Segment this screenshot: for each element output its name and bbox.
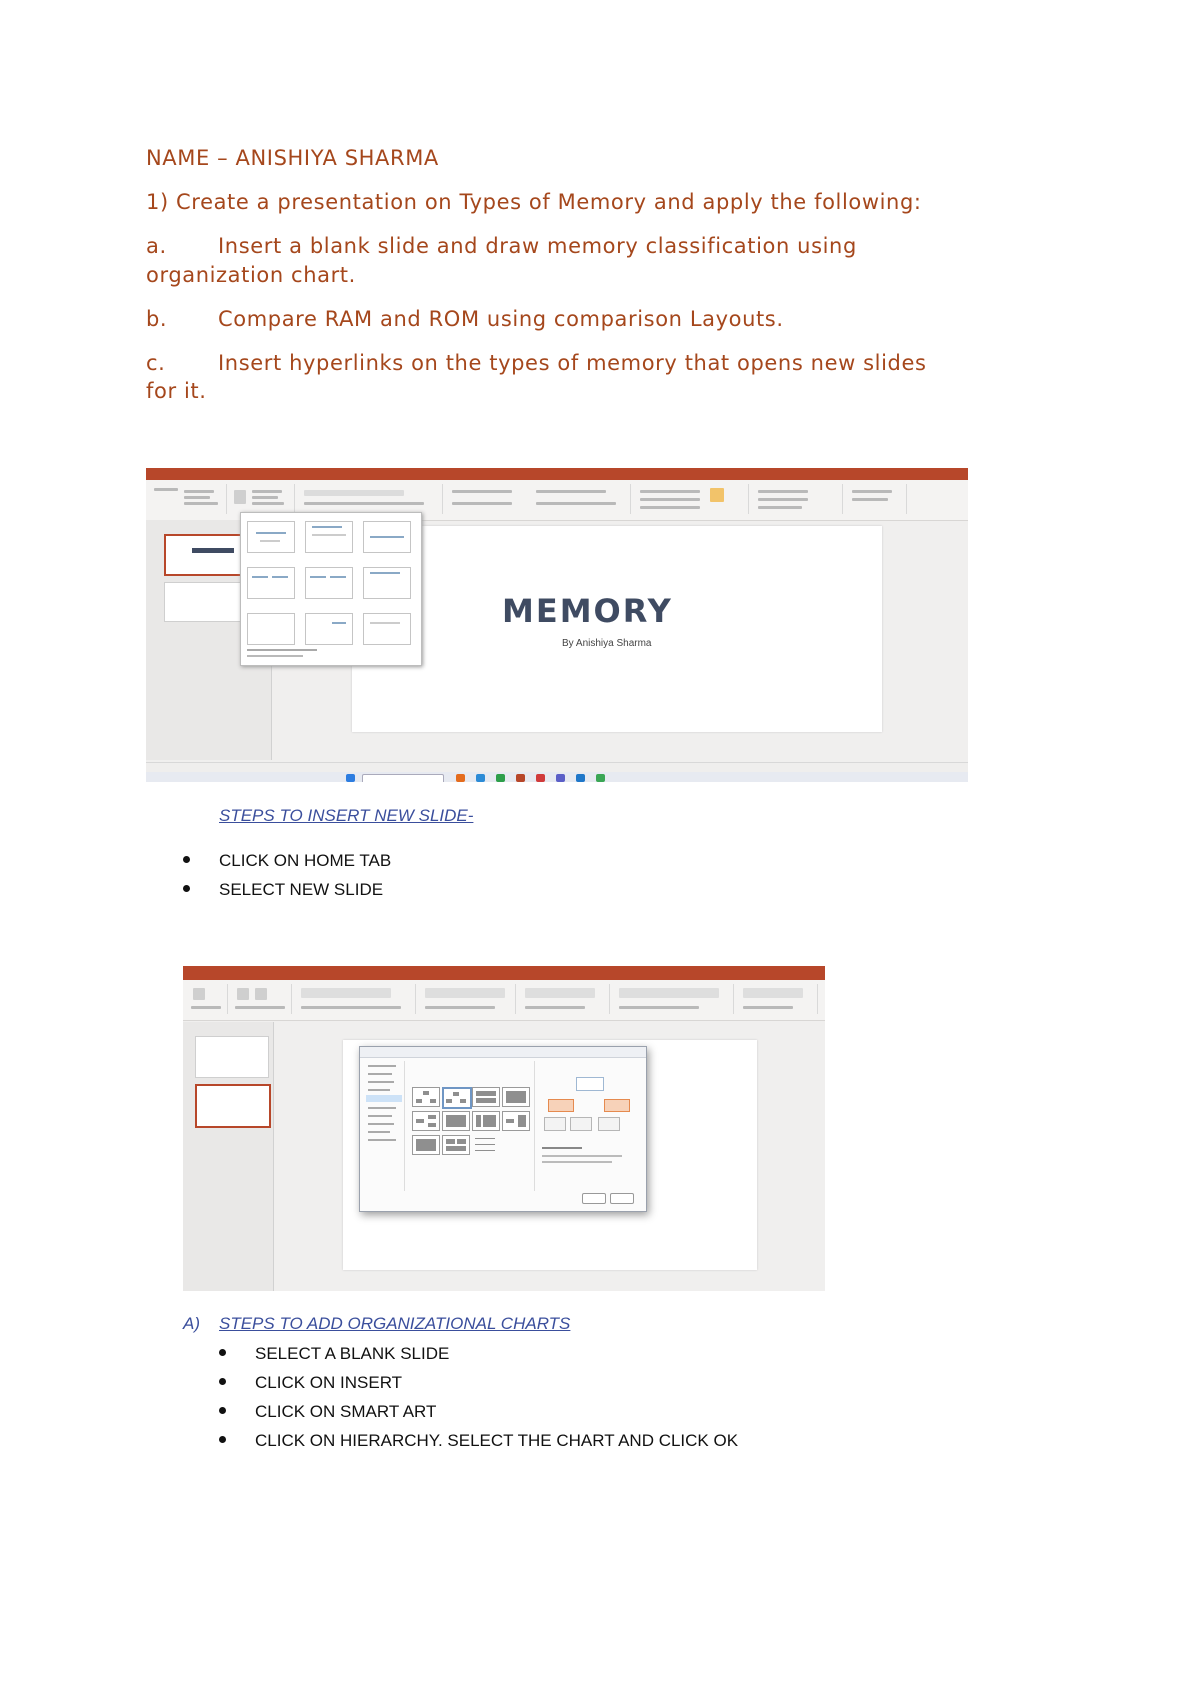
- paragraph-group: [446, 484, 631, 514]
- section-marker: A): [183, 1314, 200, 1333]
- app-icon[interactable]: [556, 774, 565, 782]
- choose-smartart-dialog: [359, 1046, 647, 1212]
- preview-node: [570, 1117, 592, 1131]
- title-bar: [146, 468, 968, 480]
- ribbon-group: [737, 984, 818, 1014]
- ribbon-group: [231, 984, 292, 1014]
- slide-canvas[interactable]: [352, 526, 882, 732]
- preview-top-node: [576, 1077, 604, 1091]
- item-text: Compare RAM and ROM using comparison Layouts.: [218, 307, 784, 331]
- powerpoint-icon[interactable]: [516, 774, 525, 782]
- item-text: Insert hyperlinks on the types of memory that opens new slides: [218, 351, 927, 375]
- ribbon-group: [295, 984, 416, 1014]
- step-text: CLICK ON HOME TAB: [219, 851, 392, 870]
- designer-group: [846, 484, 907, 514]
- smartart-option[interactable]: [442, 1135, 470, 1155]
- step-text: CLICK ON HIERARCHY. SELECT THE CHART AND CLICK OK: [255, 1431, 739, 1450]
- bullet-icon: [219, 1436, 226, 1443]
- list-item: [255, 1373, 402, 1393]
- list-item: [255, 1431, 738, 1451]
- ribbon: [183, 980, 825, 1021]
- list-item: [219, 880, 383, 900]
- slide-title: MEMORY: [502, 592, 673, 630]
- layout-title-content[interactable]: [305, 521, 353, 553]
- editing-group: [752, 484, 843, 514]
- item-label: c.: [146, 351, 166, 375]
- bullet-icon: [219, 1349, 226, 1356]
- app-icon[interactable]: [536, 774, 545, 782]
- preview-node: [604, 1099, 630, 1112]
- layout-picture-caption[interactable]: [363, 613, 411, 645]
- ok-button[interactable]: [582, 1193, 606, 1204]
- bullet-icon: [183, 856, 190, 863]
- slide-subtitle: By Anishiya Sharma: [562, 638, 652, 649]
- question-item-a-cont: organization chart.: [146, 263, 356, 287]
- step-text: CLICK ON SMART ART: [255, 1402, 437, 1421]
- question-item-b: [146, 305, 784, 333]
- smartart-option[interactable]: [442, 1111, 470, 1131]
- smartart-option[interactable]: [472, 1087, 500, 1107]
- cancel-button[interactable]: [610, 1193, 634, 1204]
- slides-group: [230, 484, 295, 514]
- question-line: 1) Create a presentation on Types of Memory and apply the following:: [146, 190, 922, 214]
- layout-comparison[interactable]: [305, 567, 353, 599]
- smartart-option[interactable]: [472, 1135, 498, 1153]
- slide-thumbnails: [183, 1022, 274, 1291]
- smartart-option[interactable]: [412, 1087, 440, 1107]
- category-hierarchy[interactable]: [366, 1095, 402, 1102]
- app-icon[interactable]: [576, 774, 585, 782]
- new-slide-layout-menu: [240, 512, 422, 666]
- step-text: SELECT NEW SLIDE: [219, 880, 384, 899]
- thumbnail-1[interactable]: [195, 1036, 269, 1078]
- windows-taskbar: [146, 772, 968, 782]
- list-item: [219, 851, 391, 871]
- app-icon[interactable]: [596, 774, 605, 782]
- app-icon[interactable]: [476, 774, 485, 782]
- drawing-group: [634, 484, 749, 514]
- layout-title-slide[interactable]: [247, 521, 295, 553]
- app-icon[interactable]: [496, 774, 505, 782]
- dialog-titlebar: [360, 1047, 646, 1058]
- list-item: [255, 1344, 449, 1364]
- layout-title-only[interactable]: [363, 567, 411, 599]
- title-bar: [183, 966, 825, 980]
- preview-node: [548, 1099, 574, 1112]
- question-item-a: [146, 232, 857, 260]
- start-icon[interactable]: [346, 774, 355, 782]
- smartart-option[interactable]: [472, 1111, 500, 1131]
- bullet-icon: [219, 1378, 226, 1385]
- preview-node: [598, 1117, 620, 1131]
- font-group: [298, 484, 443, 514]
- step-text: CLICK ON INSERT: [255, 1373, 403, 1392]
- layout-two-content[interactable]: [247, 567, 295, 599]
- layout-blank[interactable]: [247, 613, 295, 645]
- bullet-icon: [183, 885, 190, 892]
- item-text: Insert a blank slide and draw memory classification using: [218, 234, 857, 258]
- clipboard-group: [150, 484, 227, 514]
- taskbar-search[interactable]: [362, 774, 444, 782]
- preview-node: [544, 1117, 566, 1131]
- smartart-option[interactable]: [502, 1111, 530, 1131]
- section-heading-new-slide: STEPS TO INSERT NEW SLIDE-: [219, 806, 474, 825]
- ribbon-group: [419, 984, 516, 1014]
- smartart-option[interactable]: [412, 1111, 440, 1131]
- list-item: [255, 1402, 436, 1422]
- smartart-option[interactable]: [412, 1135, 440, 1155]
- ribbon-group: [519, 984, 610, 1014]
- layout-content-caption[interactable]: [305, 613, 353, 645]
- bullet-icon: [219, 1407, 226, 1414]
- screenshot-new-slide: [146, 468, 968, 782]
- category-list: [364, 1061, 405, 1191]
- question-item-c: [146, 349, 927, 377]
- app-icon[interactable]: [456, 774, 465, 782]
- ribbon-group: [613, 984, 734, 1014]
- screenshot-smartart: [183, 966, 825, 1291]
- smartart-option[interactable]: [502, 1087, 530, 1107]
- smartart-option-selected[interactable]: [442, 1087, 472, 1109]
- section-heading-org-charts: STEPS TO ADD ORGANIZATIONAL CHARTS: [219, 1314, 571, 1333]
- thumbnail-2[interactable]: [195, 1084, 271, 1128]
- question-item-c-cont: for it.: [146, 379, 207, 403]
- layout-section-header[interactable]: [363, 521, 411, 553]
- step-text: SELECT A BLANK SLIDE: [255, 1344, 450, 1363]
- item-label: b.: [146, 307, 168, 331]
- ribbon-group: [187, 984, 228, 1014]
- name-line: NAME – ANISHIYA SHARMA: [146, 146, 439, 170]
- item-label: a.: [146, 234, 167, 258]
